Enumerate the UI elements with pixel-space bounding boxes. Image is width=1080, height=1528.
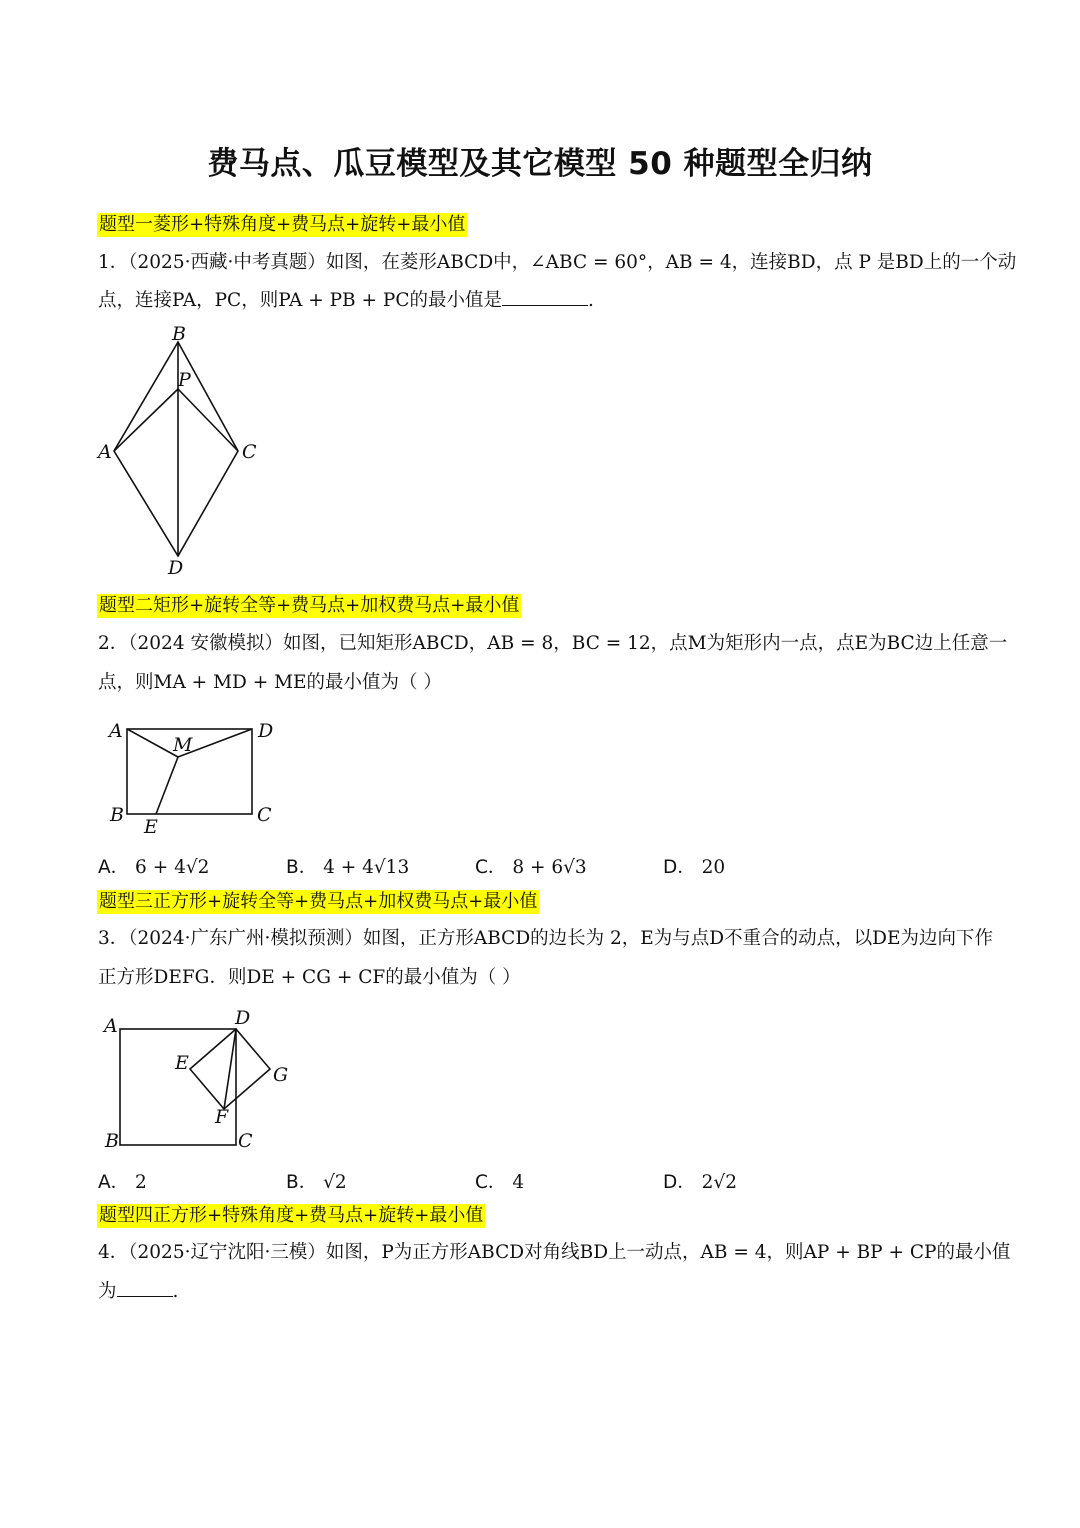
question-3-line-2: 正方形DEFG．则DE + CG + CF的最小值为（ ） [98, 967, 521, 988]
option-3d[interactable]: D． 2√2 [663, 1172, 737, 1193]
label-a: A [98, 441, 112, 463]
question-4-text: 为 [98, 1281, 117, 1302]
segment-ma [127, 729, 178, 757]
question-1-line-1: 1．（2025·西藏·中考真题）如图，在菱形ABCD中，∠ABC = 60°，AB = 4，连接BD，点 P 是BD上的一个动 [98, 252, 1017, 273]
label-c: C [242, 441, 257, 463]
label-d: D [235, 1007, 251, 1029]
question-2-line-1: 2．（2024 安徽模拟）如图，已知矩形ABCD，AB = 8，BC = 12，点M为矩形内一点，点E为BC边上任意一 [98, 633, 1008, 654]
section-1-heading: 题型一菱形+特殊角度+费马点+旋转+最小值 [99, 214, 466, 235]
option-2b[interactable]: B． 4 + 4√13 [286, 857, 410, 878]
square-figure [100, 1005, 300, 1155]
label-c: C [238, 1130, 253, 1152]
segment-pc [178, 389, 238, 451]
question-4-line-2 [98, 1278, 178, 1305]
label-c: C [257, 804, 272, 826]
answer-blank-4[interactable] [117, 1278, 173, 1297]
question-1-period: . [588, 290, 594, 311]
label-b: B [110, 804, 124, 826]
question-4-line-1: 4．（2025·辽宁沈阳·三模）如图，P为正方形ABCD对角线BD上一动点，AB = 4，则AP + BP + CP的最小值 [98, 1242, 1011, 1263]
segment-pa [114, 389, 178, 451]
option-3b[interactable]: B． √2 [286, 1172, 347, 1193]
section-2-heading: 题型二矩形+旋转全等+费马点+加权费马点+最小值 [99, 595, 520, 616]
label-e: E [144, 816, 158, 838]
option-3a[interactable]: A． 2 [98, 1172, 147, 1193]
answer-blank-1[interactable] [502, 287, 588, 306]
diagonal-df [224, 1029, 236, 1109]
question-4-period: . [172, 1281, 179, 1302]
label-f: F [215, 1106, 229, 1128]
option-3c[interactable]: C． 4 [475, 1172, 525, 1193]
label-a: A [104, 1015, 118, 1037]
label-d: D [168, 557, 184, 579]
document-title: 费马点、瓜豆模型及其它模型 50 种题型全归纳 [207, 146, 873, 182]
question-1-line-2 [98, 287, 594, 314]
question-3-line-1: 3．（2024·广东广州·模拟预测）如图，正方形ABCD的边长为 2，E为与点D不重合的动点，以DE为边向下作 [98, 928, 993, 949]
label-d: D [258, 720, 274, 742]
question-2-line-2: 点，则MA + MD + ME的最小值为（ ） [98, 672, 442, 693]
rhombus-abcd [114, 342, 238, 556]
question-1-text: 点，连接PA，PC，则PA + PB + PC的最小值是 [98, 290, 502, 311]
label-b: B [172, 323, 186, 345]
rhombus-figure [90, 320, 280, 585]
section-3-heading: 题型三正方形+旋转全等+费马点+加权费马点+最小值 [99, 891, 538, 912]
option-2d[interactable]: D． 20 [663, 857, 726, 878]
label-p: P [178, 369, 191, 391]
segment-me [156, 757, 178, 814]
label-e: E [175, 1052, 189, 1074]
label-g: G [273, 1064, 289, 1086]
option-2c[interactable]: C． 8 + 6√3 [475, 857, 587, 878]
label-b: B [105, 1130, 119, 1152]
rectangle-figure [100, 715, 290, 840]
label-a: A [109, 720, 123, 742]
label-m: M [173, 734, 193, 756]
section-4-heading: 题型四正方形+特殊角度+费马点+旋转+最小值 [99, 1205, 484, 1226]
option-2a[interactable]: A． 6 + 4√2 [98, 857, 210, 878]
